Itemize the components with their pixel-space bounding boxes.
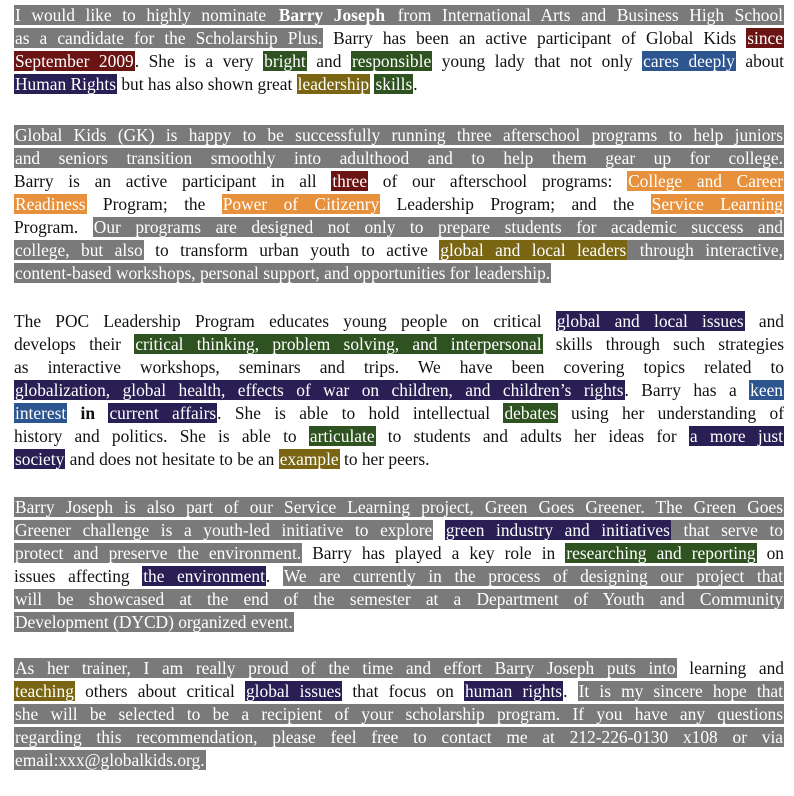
text-line [14, 611, 784, 634]
highlighted-phrase: global issues [245, 681, 342, 701]
highlighted-phrase: college, but also [15, 240, 143, 260]
text-segment: . [265, 566, 283, 586]
text-line [14, 216, 784, 239]
highlighted-phrase: global and local issues [556, 311, 744, 331]
text-line [14, 588, 784, 611]
text-segment: in [67, 403, 109, 423]
highlighted-phrase: Global Kids (GK) is happy to be successfully running three afterschool programs to help juniors [15, 125, 783, 145]
highlighted-phrase: green industry and initiatives [445, 520, 670, 540]
text-segment: Program; the [86, 194, 222, 214]
paragraph-5 [14, 657, 784, 772]
text-segment: . Barry has a [624, 380, 750, 400]
highlighted-phrase: protect and preserve the environment. [15, 543, 302, 563]
text-line [14, 333, 784, 356]
text-segment: using her understanding of [557, 403, 784, 423]
paragraph-3 [14, 310, 784, 471]
text-line [14, 565, 784, 588]
highlighted-phrase: Development (DYCD) organized event. [15, 612, 293, 632]
text-segment: that focus on [342, 681, 464, 701]
highlighted-phrase: globalization, global health, effects of war on children, and children’s rights [15, 380, 624, 400]
highlighted-phrase: three [332, 171, 368, 191]
text-segment: and [306, 51, 351, 71]
text-line [14, 124, 784, 147]
highlighted-phrase: As her trainer, I am really proud of the time and effort Barry Joseph puts into [15, 658, 676, 678]
text-segment: history and politics. She is able to [14, 426, 309, 446]
text-line [14, 73, 784, 96]
text-segment: skills through such strategies [542, 334, 784, 354]
text-line [14, 402, 784, 425]
text-line [14, 147, 784, 170]
text-segment: . [413, 74, 418, 94]
text-segment: and does not hesitate to be an [65, 449, 279, 469]
highlighted-phrase: regarding this recommendation, please feel free to contact me at 212-226-0130 x108 or via [15, 727, 783, 747]
text-segment: on [756, 543, 784, 563]
text-segment: to her peers. [339, 449, 430, 469]
highlighted-phrase: It is my sincere hope that [578, 681, 783, 701]
text-line [14, 27, 784, 50]
highlighted-phrase: interest [15, 403, 67, 423]
highlighted-phrase: content-based workshops, personal support, and opportunities for leadership. [15, 263, 551, 283]
text-line [14, 379, 784, 402]
highlighted-phrase: as a candidate for the Scholarship Plus. [15, 28, 323, 48]
text-segment: as interactive workshops, seminars and trips. We have been covering topics related to [14, 357, 784, 377]
text-line [14, 519, 784, 542]
text-line [14, 680, 784, 703]
highlighted-phrase: Service Learning [651, 194, 784, 214]
paragraph-1 [14, 4, 784, 96]
text-segment: Program. [14, 217, 93, 237]
highlighted-phrase: Power of Citizenry [222, 194, 380, 214]
highlighted-phrase: society [15, 449, 65, 469]
highlighted-phrase: Barry Joseph is also part of our Service Learning project, Green Goes Greener. The Green Goes [15, 497, 783, 517]
highlighted-phrase: Greener challenge is a youth-led initiative to explore [15, 520, 433, 540]
text-segment: Barry has played a key role in [302, 543, 566, 563]
text-line [14, 542, 784, 565]
text-line [14, 4, 784, 27]
highlighted-phrase: global and local leaders [440, 240, 627, 260]
highlighted-phrase: the environment [143, 566, 265, 586]
text-segment: of our afterschool programs: [368, 171, 628, 191]
text-line [14, 356, 784, 379]
highlighted-phrase: human rights [464, 681, 563, 701]
highlighted-phrase: September 2009 [15, 51, 134, 71]
text-segment: Barry is an active participant in all [14, 171, 332, 191]
text-line [14, 425, 784, 448]
highlighted-phrase: since [747, 28, 783, 48]
text-segment [433, 520, 445, 540]
highlighted-phrase: bright [264, 51, 306, 71]
highlighted-phrase: teaching [15, 681, 74, 701]
text-segment: Leadership Program; and the [380, 194, 651, 214]
highlighted-phrase: Barry Joseph [278, 5, 385, 25]
highlighted-phrase: current affairs [109, 403, 217, 423]
text-segment: . She is a very [134, 51, 264, 71]
highlighted-phrase: email:xxx@globalkids.org. [15, 750, 205, 770]
highlighted-phrase: articulate [309, 426, 375, 446]
text-segment: The POC Leadership Program educates young people on critical [14, 311, 556, 331]
highlighted-phrase: Readiness [15, 194, 86, 214]
highlighted-phrase: researching and reporting [566, 543, 756, 563]
text-line [14, 50, 784, 73]
text-segment: . She is able to hold intellectual [217, 403, 504, 423]
highlighted-phrase: I would like to highly nominate [15, 5, 277, 25]
paragraph-4 [14, 496, 784, 634]
highlighted-phrase: from International Arts and Business High School [387, 5, 783, 25]
text-line [14, 749, 784, 772]
highlighted-phrase: she will be selected to be a recipient of your scholarship program. If you have any questions [15, 704, 783, 724]
highlighted-phrase: and seniors transition smoothly into adulthood and to help them gear up for college. [15, 148, 783, 168]
text-segment: others about critical [74, 681, 245, 701]
text-segment: learning and [676, 658, 784, 678]
highlighted-phrase: skills [375, 74, 413, 94]
text-segment: but has also shown great [116, 74, 297, 94]
text-line [14, 262, 784, 285]
text-segment: develops their [14, 334, 135, 354]
highlighted-phrase: cares deeply [643, 51, 735, 71]
highlighted-phrase: a more just [689, 426, 783, 446]
highlighted-phrase: Our programs are designed not only to prepare students for academic success and [93, 217, 783, 237]
highlighted-phrase: leadership [297, 74, 370, 94]
highlighted-phrase: that serve to [671, 520, 783, 540]
paragraph-2 [14, 124, 784, 285]
text-line [14, 496, 784, 519]
highlighted-phrase: example [279, 449, 339, 469]
text-segment: Barry has been an active participant of Global Kids [323, 28, 747, 48]
highlighted-phrase: critical thinking, problem solving, and interpersonal [135, 334, 542, 354]
highlighted-phrase: Human Rights [15, 74, 116, 94]
text-line [14, 726, 784, 749]
text-segment: to students and adults her ideas for [375, 426, 689, 446]
highlighted-phrase: responsible [351, 51, 432, 71]
highlighted-phrase: will be showcased at the end of the semester at a Department of Youth and Community [15, 589, 783, 609]
text-line [14, 193, 784, 216]
text-segment: to transform urban youth to active [143, 240, 440, 260]
text-segment: and [744, 311, 784, 331]
highlighted-phrase: We are currently in the process of designing our project that [283, 566, 783, 586]
text-segment: about [735, 51, 785, 71]
text-line [14, 448, 784, 471]
text-line [14, 170, 784, 193]
text-line [14, 310, 784, 333]
highlighted-phrase: College and Career [628, 171, 784, 191]
text-line [14, 239, 784, 262]
text-segment: . [563, 681, 578, 701]
highlighted-phrase: debates [504, 403, 557, 423]
text-line [14, 657, 784, 680]
text-segment: young lady that not only [432, 51, 643, 71]
text-segment: issues affecting [14, 566, 143, 586]
highlighted-phrase: through interactive, [628, 240, 783, 260]
highlighted-phrase: keen [750, 380, 783, 400]
text-line [14, 703, 784, 726]
